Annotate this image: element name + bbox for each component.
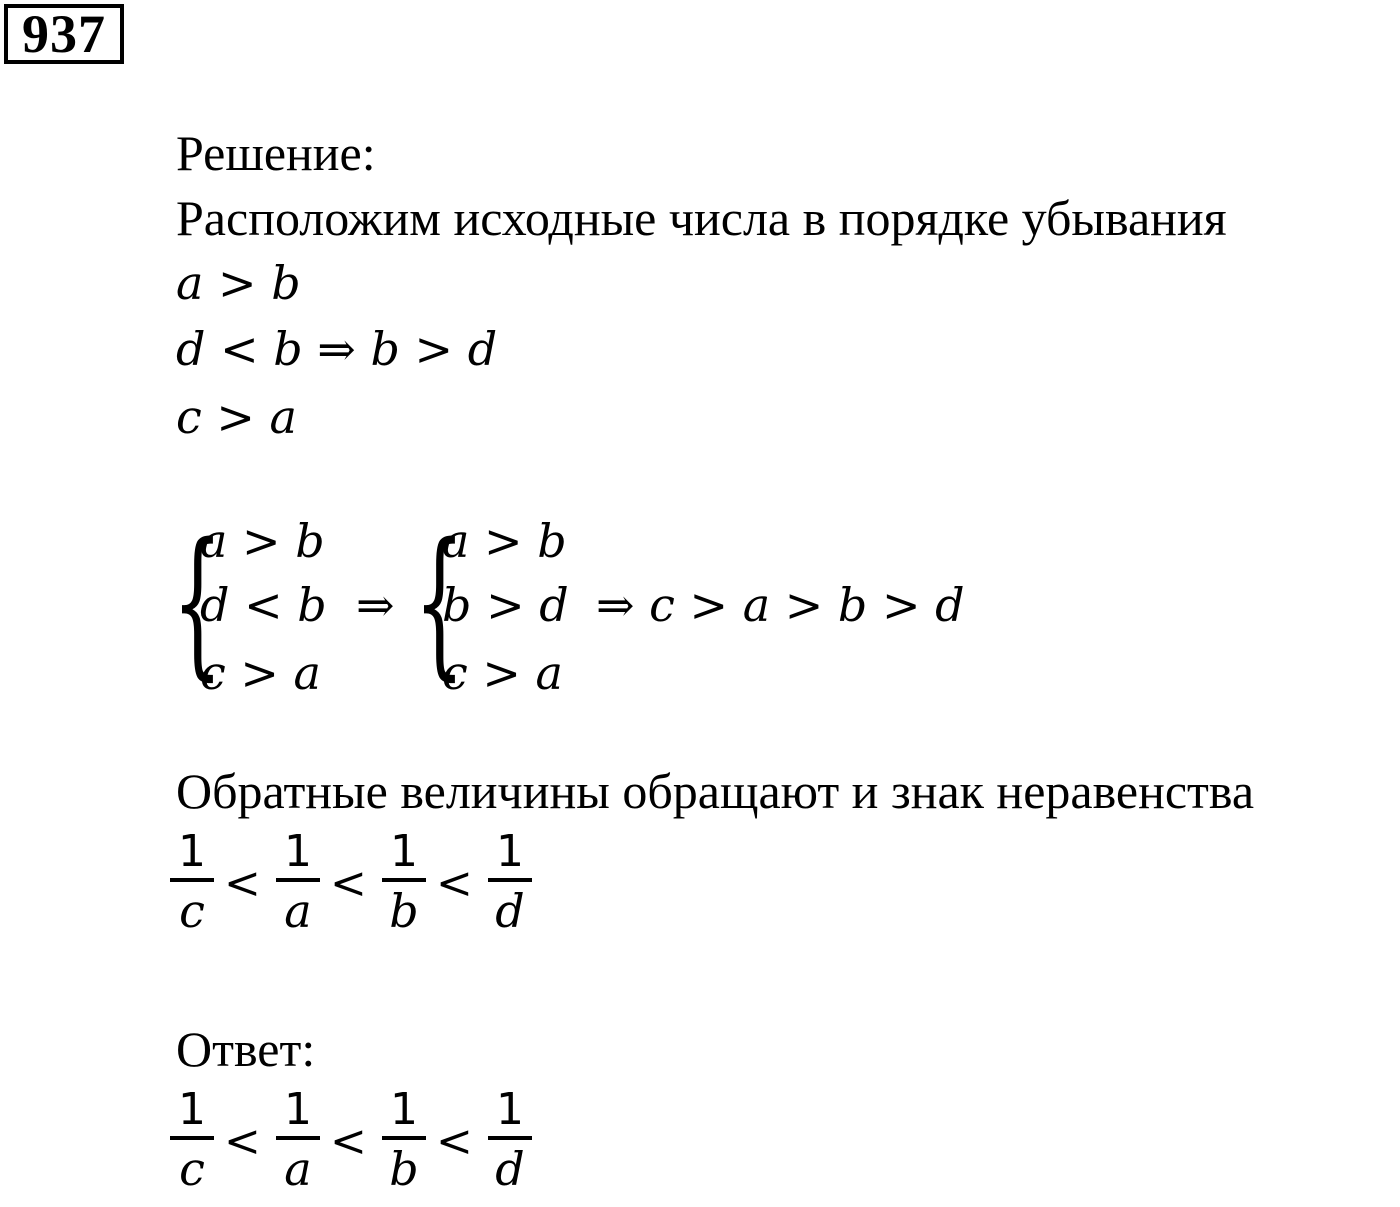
less-than-3: < — [436, 858, 473, 909]
fraction-denominator: c — [179, 884, 205, 938]
answer-fraction-b — [382, 1084, 426, 1196]
fraction-b — [382, 826, 426, 938]
fraction-denominator: b — [389, 1142, 419, 1196]
answer-less-than-1: < — [224, 1116, 261, 1167]
fraction-bar — [488, 1136, 532, 1140]
system-right-row-2: b > d — [442, 578, 569, 632]
system-left-row-1: a > b — [200, 514, 325, 568]
system-left-row-2: d < b — [200, 578, 327, 632]
fraction-bar — [488, 878, 532, 882]
fraction-denominator: b — [389, 884, 419, 938]
fraction-numerator: 1 — [284, 826, 312, 877]
system-right-row-1: a > b — [442, 514, 567, 568]
fraction-numerator: 1 — [496, 1084, 524, 1135]
answer-less-than-2: < — [330, 1116, 367, 1167]
fraction-denominator: a — [284, 884, 312, 938]
answer-label: Ответ: — [176, 1021, 316, 1077]
system-result: ⇒ c > a > b > d — [596, 578, 965, 632]
fraction-bar — [276, 878, 320, 882]
fraction-bar — [276, 1136, 320, 1140]
fraction-c — [170, 826, 214, 938]
implies-arrow: ⇒ — [356, 578, 395, 632]
fraction-numerator: 1 — [178, 1084, 206, 1135]
fraction-denominator: d — [495, 1142, 525, 1196]
less-than-1: < — [224, 858, 261, 909]
fraction-numerator: 1 — [178, 826, 206, 877]
intro-text: Расположим исходные числа в порядке убывания — [176, 190, 1227, 246]
step-1: a > b — [176, 256, 301, 310]
problem-number: 937 — [4, 4, 124, 64]
answer-fraction-c — [170, 1084, 214, 1196]
system-right-row-3: c > a — [442, 646, 563, 700]
left-brace-1: { — [172, 508, 223, 695]
fraction-bar — [170, 1136, 214, 1140]
system-left-row-3: c > a — [200, 646, 321, 700]
answer-fraction-d — [488, 1084, 532, 1196]
fraction-denominator: c — [179, 1142, 205, 1196]
fraction-bar — [170, 878, 214, 882]
fraction-bar — [382, 878, 426, 882]
fraction-d — [488, 826, 532, 938]
fraction-denominator: a — [284, 1142, 312, 1196]
fraction-a — [276, 826, 320, 938]
solution-heading: Решение: — [176, 125, 376, 181]
answer-less-than-3: < — [436, 1116, 473, 1167]
step-2: d < b ⇒ b > d — [176, 322, 498, 376]
fraction-numerator: 1 — [390, 826, 418, 877]
fraction-bar — [382, 1136, 426, 1140]
fraction-numerator: 1 — [284, 1084, 312, 1135]
fraction-numerator: 1 — [390, 1084, 418, 1135]
fraction-denominator: d — [495, 884, 525, 938]
reciprocal-text: Обратные величины обращают и знак неравенства — [176, 763, 1255, 819]
fraction-numerator: 1 — [496, 826, 524, 877]
less-than-2: < — [330, 858, 367, 909]
answer-fraction-a — [276, 1084, 320, 1196]
step-3: c > a — [176, 390, 297, 444]
left-brace-2: { — [414, 508, 465, 695]
